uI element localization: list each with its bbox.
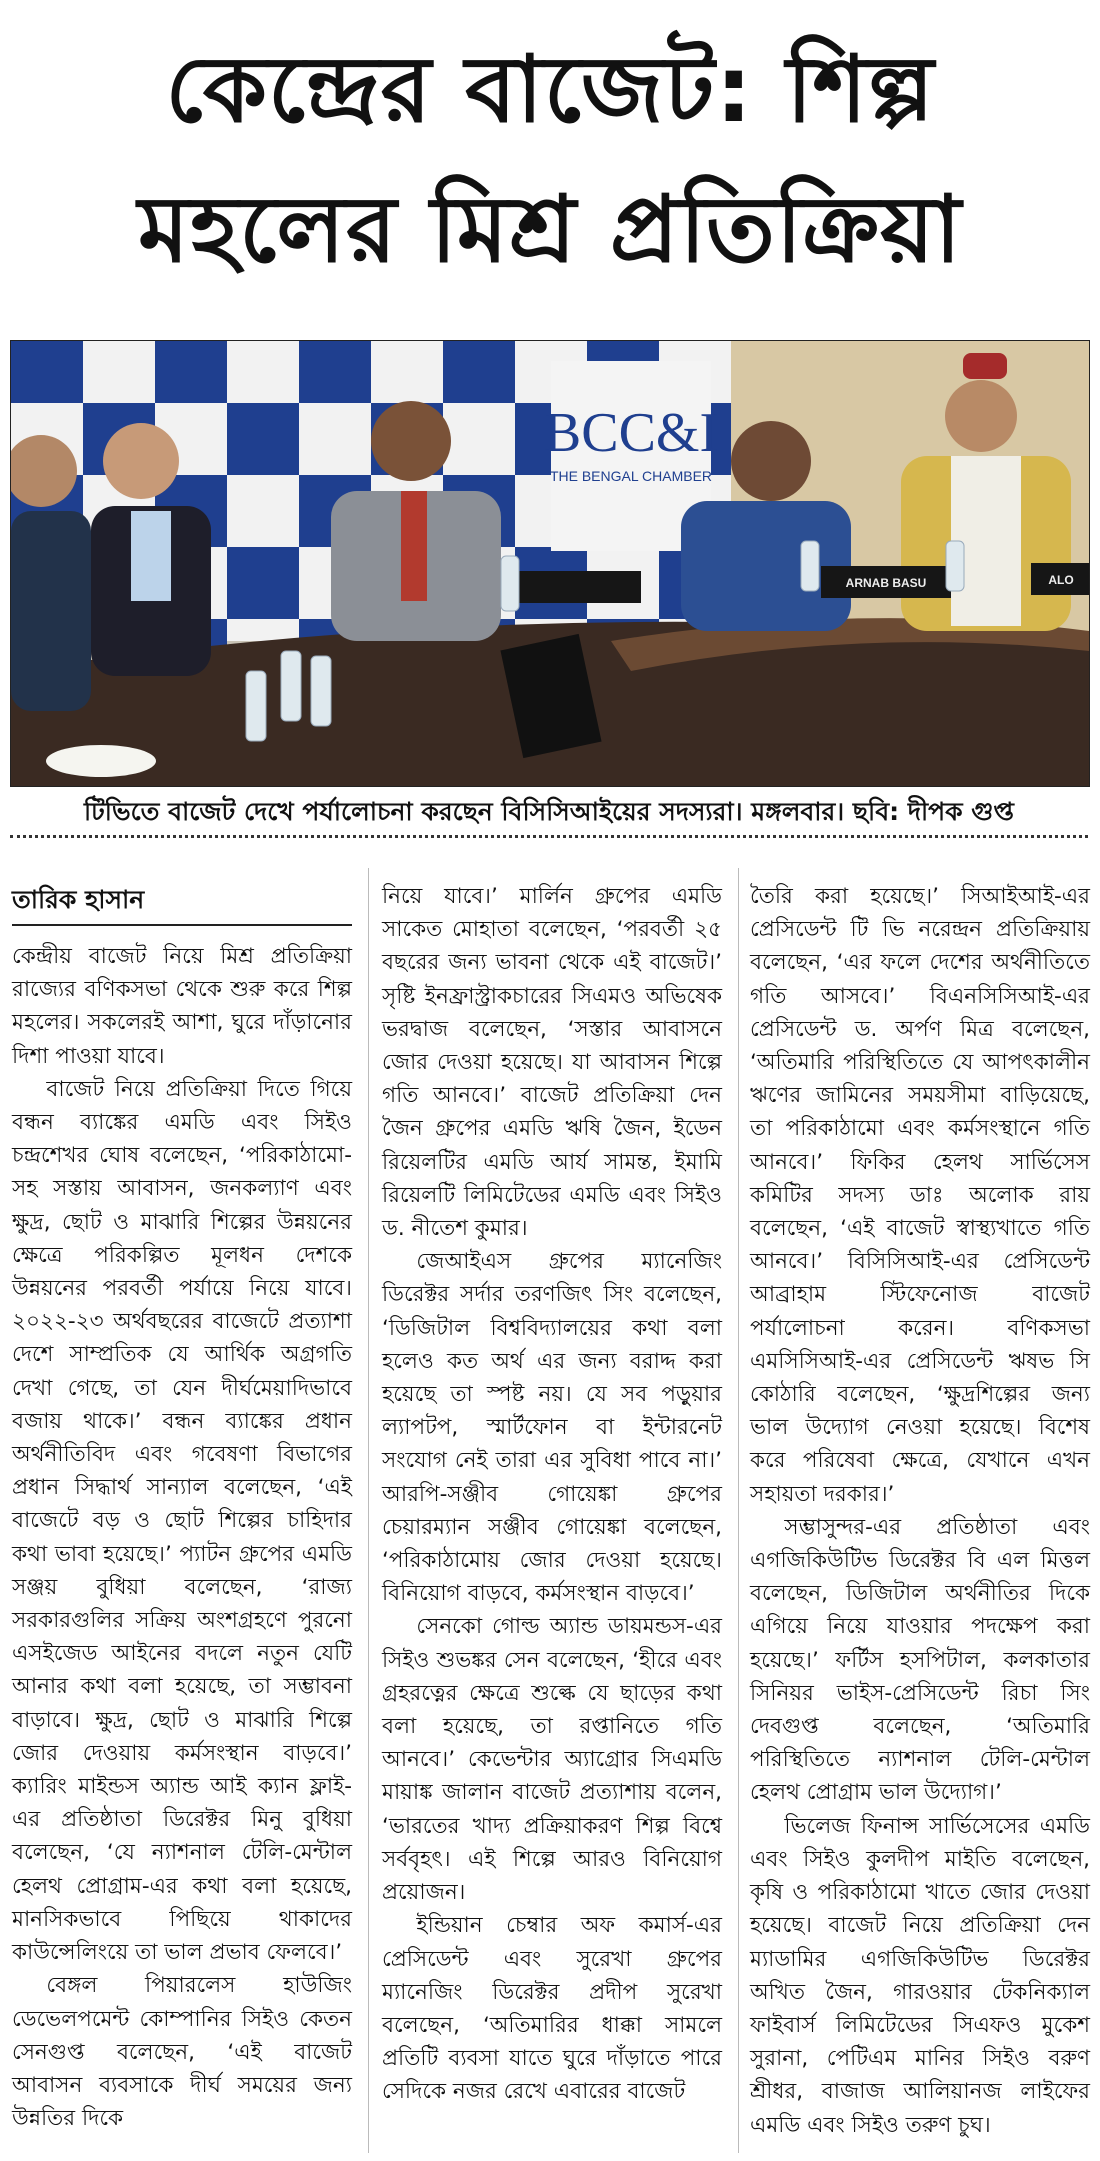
- headline-line-1: কেন্দ্রের বাজেট: শিল্প: [165, 36, 935, 143]
- banner-check: [227, 547, 299, 619]
- banner-check: [299, 341, 371, 403]
- article-column-1: [12, 880, 352, 2135]
- banner-check: [11, 341, 83, 403]
- paragraph: ইন্ডিয়ান চেম্বার অফ কমার্স-এর প্রেসিডেন্ট এবং সুরেখা গ্রুপের ম্যানেজিং ডিরেক্টর প্রদীপ সুরেখা বলেছেন, ‘অতিমারির ধাক্কা সামলে প্রতিটি ব্যবসা যাতে ঘুরে দাঁড়াতে পারে সেদিকে নজর রেখে এবারের বাজেট: [382, 1913, 722, 2105]
- banner-sub-text: THE BENGAL CHAMBER: [549, 468, 713, 484]
- paragraph: বাজেট নিয়ে প্রতিক্রিয়া দিতে গিয়ে বন্ধন ব্যাঙ্কের এমডি এবং সিইও চন্দ্রশেখর ঘোষ বলেছেন, ‘পরিকাঠামো-সহ সস্তায় আবাসন, জনকল্যাণ এবং ক্ষুদ্র, ছোট ও মাঝারি শিল্পের উন্নয়নের ক্ষেত্রে পরিকল্পিত মূলধন দেশকে উন্নয়নের পরবর্তী পর্যায়ে নিয়ে যাবে। ২০২২-২৩ অর্থবছরের বাজেটে প্রত্যাশা দেশে সাম্প্রতিক যে আর্থিক অগ্রগতি দেখা গেছে, তা যেন দীর্ঘমেয়াদিভাবে বজায় থাকে।’ বন্ধন ব্যাঙ্কের প্রধান অর্থনীতিবিদ এবং গবেষণা বিভাগের প্রধান সিদ্ধার্থ সান্যাল বলেছেন, ‘এই বাজেটে বড় ও ছোট শিল্পের চাহিদার কথা ভাবা হয়েছে।’ প্যাটন গ্রুপের এমডি সঞ্জয় বুধিয়া বলেছেন, ‘রাজ্য সরকারগুলির সক্রিয় অংশগ্রহণে পুরনো এসইজেড আইনের বদলে নতুন যেটি আনার কথা বলা হয়েছে, তা সম্ভাবনা বাড়াবে। ক্ষুদ্র, ছোট ও মাঝারি শিল্পে জোর দেওয়ায় কর্মসংস্থান বাড়বে।’ ক্যারিং মাইন্ডস অ্যান্ড আই ক্যান ফ্লাই-এর প্রতিষ্ঠাতা ডিরেক্টর মিনু বুধিয়া বলেছেন, ‘যে ন্যাশনাল টেলি-মেন্টাল হেলথ প্রোগ্রাম-এর কথা বলা হয়েছে, মানসিকভাবে পিছিয়ে থাকাদের কাউন্সেলিংয়ে তা ভাল প্রভাব ফেলবে।’: [12, 1076, 352, 1966]
- photo-caption: টিভিতে বাজেট দেখে পর্যালোচনা করছেন বিসিসিআইয়ের সদস্যরা। মঙ্গলবার। ছবি: দীপক গুপ্ত: [84, 797, 1014, 826]
- paragraph: তৈরি করা হয়েছে।’ সিআইআই-এর প্রেসিডেন্ট টি ভি নরেন্দ্রন প্রতিক্রিয়ায় বলেছেন, ‘এর ফলে দেশের অর্থনীতিতে গতি আসবে।’ বিএনসিসিআই-এর প্রেসিডেন্ট ড. অর্পণ মিত্র বলেছেন, ‘অতিমারি পরিস্থিতিতে যে আপৎকালীন ঋণের জামিনের সময়সীমা বাড়িয়েছে, তা পরিকাঠামো এবং কর্মসংস্থানে গতি আনবে।’ ফিকির হেলথ সার্ভিসেস কমিটির সদস্য ডাঃ অলোক রায় বলেছেন, ‘এই বাজেট স্বাস্থ্যখাতে গতি আনবে।’ বিসিসিআই-এর প্রেসিডেন্ট আব্রাহাম স্টিফেনোজ বাজেট পর্যালোচনা করেন। বণিকসভা এমসিসিআই-এর প্রেসিডেন্ট ঋষভ সি কোঠারি বলেছেন, ‘ক্ষুদ্রশিল্পের জন্য ভাল উদ্যোগ নেওয়া হয়েছে। বিশেষ করে পরিষেবা ক্ষেত্রে, যেখানে এখন সহায়তা দরকার।’: [750, 884, 1090, 1507]
- nameplate-arnab: ARNAB BASU: [845, 576, 927, 590]
- column-rule-2: [738, 868, 739, 2153]
- article-column-2: [382, 880, 722, 2109]
- nameplate-alo: ALO: [1048, 573, 1074, 587]
- article-column-3: [750, 880, 1090, 2142]
- headline: [0, 0, 1100, 330]
- banner-check: [443, 341, 515, 403]
- paragraph: ভিলেজ ফিনান্স সার্ভিসেসের এমডি এবং সিইও কুলদীপ মাইতি বলেছেন, কৃষি ও পরিকাঠামো খাতে জোর দেওয়া হয়েছে। বাজেট নিয়ে প্রতিক্রিয়া দেন ম্যাডামির এগজিকিউটিভ ডিরেক্টর অখিত জৈন, গারওয়ার টেকনিক্যাল ফাইবার্স লিমিটেডের সিএফও মুকেশ সুরানা, পেটিএম মানির সিইও বরুণ শ্রীধর, বাজাজ আলিয়ানজ লাইফের এমডি এবং সিইও তরুণ চুঘ।: [750, 1813, 1090, 2138]
- paragraph: সম্ভাসুন্দর-এর প্রতিষ্ঠাতা এবং এগজিকিউটিভ ডিরেক্টর বি এল মিত্তল বলেছেন, ডিজিটাল অর্থনীতির দিকে এগিয়ে নিয়ে যাওয়ার পদক্ষেপ করা হয়েছে।’ ফর্টিস হসপিটাল, কলকাতার সিনিয়র ভাইস-প্রেসিডেন্ট রিচা সিং দেবগুপ্ত বলেছেন, ‘অতিমারি পরিস্থিতিতে ন্যাশনাল টেলি-মেন্টাল হেলথ প্রোগ্রাম ভাল উদ্যোগ।’: [750, 1514, 1090, 1806]
- paragraph: বেঙ্গল পিয়ারলেস হাউজিং ডেভেলপমেন্ট কোম্পানির সিইও কেতন সেনগুপ্ত বলেছেন, ‘এই বাজেট আবাসন ব্যবসাকে দীর্ঘ সময়ের জন্য উন্নতির দিকে: [12, 1973, 352, 2132]
- photo-illustration: [11, 341, 1089, 786]
- caption-divider: [10, 835, 1088, 838]
- paragraph: সেনকো গোল্ড অ্যান্ড ডায়মন্ডস-এর সিইও শুভঙ্কর সেন বলেছেন, ‘হীরে এবং গ্রহরত্নের ক্ষেত্রে শুল্কে যে ছাড়ের কথা বলা হয়েছে, তা রপ্তানিতে গতি আনবে।’ কেভেন্টার অ্যাগ্রোর সিএমডি মায়াঙ্ক জালান বাজেট প্রত্যাশায় বলেন, ‘ভারতের খাদ্য প্রক্রিয়াকরণ শিল্প বিশ্বে সর্ববৃহৎ। এই শিল্পে আরও বিনিয়োগ প্রয়োজন।: [382, 1614, 722, 1906]
- column-rule-1: [368, 868, 369, 2153]
- paragraph: জেআইএস গ্রুপের ম্যানেজিং ডিরেক্টর সর্দার তরণজিৎ সিং বলেছেন, ‘ডিজিটাল বিশ্ববিদ্যালয়ের কথা বলা হলেও কত অর্থ এর জন্য বরাদ্দ করা হয়েছে তা স্পষ্ট নয়। যে সব পড়ুয়ার ল্যাপটপ, স্মার্টফোন বা ইন্টারনেট সংযোগ নেই তারা এর সুবিধা পাবে না।’ আরপি-সঞ্জীব গোয়েঙ্কা গ্রুপের চেয়ারম্যান সঞ্জীব গোয়েঙ্কা বলেছেন, ‘পরিকাঠামোয় জোর দেওয়া হয়েছে। বিনিয়োগ বাড়বে, কর্মসংস্থান বাড়বে।’: [382, 1249, 722, 1607]
- paragraph: কেন্দ্রীয় বাজেট নিয়ে মিশ্র প্রতিক্রিয়া রাজ্যের বণিকসভা থেকে শুরু করে শিল্প মহলের। সকলেরই আশা, ঘুরে দাঁড়ানোর দিশা পাওয়া যাবে।: [12, 944, 352, 1069]
- headline-line-2: মহলের মিশ্র প্রতিক্রিয়া: [137, 176, 963, 283]
- plate: [46, 745, 156, 777]
- banner-check: [155, 341, 227, 403]
- byline: তারিক হাসান: [12, 880, 352, 926]
- banner-logo-text: BCC&I: [543, 402, 719, 464]
- paragraph: নিয়ে যাবে।’ মার্লিন গ্রুপের এমডি সাকেত মোহাতা বলেছেন, ‘পরবর্তী ২৫ বছরের জন্য ভাবনা থেকে এই বাজেট।’ সৃষ্টি ইনফ্রাস্ট্রাকচারের সিএমও অভিষেক ভরদ্বাজ বলেছেন, ‘সস্তার আবাসনে জোর দেওয়া হয়েছে। যা আবাসন শিল্পে গতি আনবে।’ বাজেট প্রতিক্রিয়া দেন জৈন গ্রুপের এমডি ঋষি জৈন, ইডেন রিয়েলটির এমডি আর্য সামন্ত, ইমামি রিয়েলটি লিমিটেডের এমডি এবং সিইও ড. নীতেশ কুমার।: [382, 884, 722, 1242]
- news-photo: [10, 340, 1090, 787]
- banner-check: [227, 403, 299, 475]
